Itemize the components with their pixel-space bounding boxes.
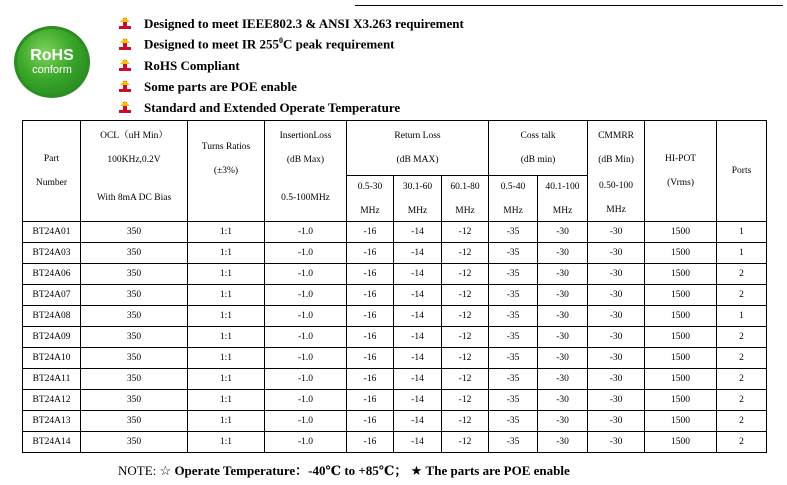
table-cell: 350 xyxy=(81,369,188,390)
feature-text: RoHS Compliant xyxy=(144,57,240,73)
table-cell: 350 xyxy=(81,222,188,243)
table-cell: -30 xyxy=(538,369,588,390)
table-cell: -14 xyxy=(394,348,442,369)
table-cell: -1.0 xyxy=(265,390,347,411)
table-cell: -16 xyxy=(347,306,394,327)
table-cell: 1:1 xyxy=(188,285,265,306)
table-cell: BT24A14 xyxy=(23,432,81,453)
header-ocl: OCL（uH Min） 100KHz,0.2V xyxy=(81,121,188,176)
table-cell: -35 xyxy=(489,327,538,348)
rohs-logo-subtitle: conform xyxy=(32,64,72,76)
table-cell: 1500 xyxy=(645,432,717,453)
table-cell: 1:1 xyxy=(188,306,265,327)
table-cell: -30 xyxy=(538,222,588,243)
table-cell: -12 xyxy=(442,264,489,285)
note-poe: The parts are POE enable xyxy=(425,463,570,478)
rohs-logo xyxy=(14,26,90,98)
table-cell: -14 xyxy=(394,390,442,411)
table-cell: 1:1 xyxy=(188,390,265,411)
table-cell: -12 xyxy=(442,285,489,306)
table-cell: -1.0 xyxy=(265,285,347,306)
table-cell: 1500 xyxy=(645,327,717,348)
table-cell: -16 xyxy=(347,348,394,369)
table-cell: -1.0 xyxy=(265,222,347,243)
table-row xyxy=(23,411,767,432)
table-cell: 350 xyxy=(81,285,188,306)
table-cell: 350 xyxy=(81,432,188,453)
table-cell: -12 xyxy=(442,222,489,243)
table-cell: BT24A10 xyxy=(23,348,81,369)
table-cell: -16 xyxy=(347,327,394,348)
table-cell: BT24A01 xyxy=(23,222,81,243)
header-rl-band: 0.5-30 MHz xyxy=(347,176,394,222)
table-row xyxy=(23,285,767,306)
table-cell: -30 xyxy=(538,285,588,306)
table-cell: -16 xyxy=(347,432,394,453)
table-row xyxy=(23,264,767,285)
table-cell: -14 xyxy=(394,285,442,306)
table-cell: -30 xyxy=(538,243,588,264)
table-cell: -14 xyxy=(394,411,442,432)
table-cell: 1500 xyxy=(645,264,717,285)
table-cell: -35 xyxy=(489,411,538,432)
table-cell: 350 xyxy=(81,327,188,348)
spec-table xyxy=(22,120,767,453)
header-cmmrr-band: 0.50-100 MHz xyxy=(588,176,645,222)
table-cell: -30 xyxy=(538,390,588,411)
table-cell: BT24A09 xyxy=(23,327,81,348)
table-cell: BT24A13 xyxy=(23,411,81,432)
table-cell: -12 xyxy=(442,306,489,327)
header-ct-band: 0.5-40 MHz xyxy=(489,176,538,222)
table-cell: -35 xyxy=(489,390,538,411)
header-part: Part Number xyxy=(23,121,81,222)
note-temp-range: -40℃ to +85℃； xyxy=(308,463,408,478)
table-cell: -14 xyxy=(394,432,442,453)
table-cell: 2 xyxy=(717,369,767,390)
table-cell: 350 xyxy=(81,390,188,411)
table-cell: 2 xyxy=(717,327,767,348)
note-prefix: NOTE: xyxy=(118,463,157,478)
table-cell: 2 xyxy=(717,264,767,285)
table-cell: -1.0 xyxy=(265,348,347,369)
table-cell: -30 xyxy=(588,243,645,264)
table-cell: 2 xyxy=(717,285,767,306)
table-row xyxy=(23,390,767,411)
table-cell: -30 xyxy=(538,306,588,327)
table-cell: 350 xyxy=(81,348,188,369)
header-ports: Ports xyxy=(717,121,767,222)
table-cell: -16 xyxy=(347,411,394,432)
table-cell: -35 xyxy=(489,264,538,285)
feature-text: Designed to meet IR $255^0C$ peak requirement xyxy=(144,36,395,52)
feature-item xyxy=(118,34,464,55)
table-row xyxy=(23,432,767,453)
feature-list xyxy=(118,13,464,118)
table-row xyxy=(23,243,767,264)
table-cell: -12 xyxy=(442,369,489,390)
header-ct-band: 40.1-100 MHz xyxy=(538,176,588,222)
table-cell: -1.0 xyxy=(265,369,347,390)
arrow-bullet-icon xyxy=(118,17,144,31)
table-cell: -30 xyxy=(538,432,588,453)
star-outline-icon: ☆ xyxy=(159,463,172,478)
header-rule xyxy=(355,5,783,6)
header-cross-talk: Coss talk (dB min) xyxy=(489,121,588,176)
table-cell: -35 xyxy=(489,369,538,390)
table-cell: -16 xyxy=(347,243,394,264)
table-cell: -14 xyxy=(394,264,442,285)
table-cell: 1 xyxy=(717,306,767,327)
feature-item xyxy=(118,76,464,97)
table-cell: -35 xyxy=(489,306,538,327)
table-cell: BT24A06 xyxy=(23,264,81,285)
table-cell: -12 xyxy=(442,390,489,411)
arrow-bullet-icon xyxy=(118,80,144,94)
table-cell: 1500 xyxy=(645,243,717,264)
arrow-bullet-icon xyxy=(118,59,144,73)
table-cell: 1:1 xyxy=(188,243,265,264)
table-cell: 1:1 xyxy=(188,327,265,348)
table-cell: -1.0 xyxy=(265,306,347,327)
feature-text: Designed to meet IEEE802.3 & ANSI X3.263 requirement xyxy=(144,15,464,31)
table-cell: 1500 xyxy=(645,222,717,243)
table-cell: 1 xyxy=(717,243,767,264)
table-cell: -30 xyxy=(588,348,645,369)
table-cell: -16 xyxy=(347,285,394,306)
header-cmmrr: CMMRR (dB Min) xyxy=(588,121,645,176)
table-cell: 1500 xyxy=(645,369,717,390)
table-cell: -14 xyxy=(394,222,442,243)
arrow-bullet-icon xyxy=(118,38,144,52)
arrow-bullet-icon xyxy=(118,101,144,115)
table-cell: -30 xyxy=(588,390,645,411)
table-cell: -14 xyxy=(394,327,442,348)
table-cell: -12 xyxy=(442,327,489,348)
table-row xyxy=(23,306,767,327)
table-cell: -30 xyxy=(588,327,645,348)
table-cell: -30 xyxy=(588,432,645,453)
table-cell: -1.0 xyxy=(265,411,347,432)
table-cell: BT24A03 xyxy=(23,243,81,264)
table-cell: -30 xyxy=(588,264,645,285)
table-row xyxy=(23,327,767,348)
table-cell: -12 xyxy=(442,243,489,264)
table-cell: -30 xyxy=(588,222,645,243)
table-cell: 350 xyxy=(81,264,188,285)
header-insertion-band: 0.5-100MHz xyxy=(265,176,347,222)
table-cell: BT24A11 xyxy=(23,369,81,390)
table-cell: -30 xyxy=(538,411,588,432)
table-cell: 1500 xyxy=(645,390,717,411)
rohs-logo-title: RoHS xyxy=(30,47,74,64)
table-cell: 350 xyxy=(81,411,188,432)
table-cell: 2 xyxy=(717,348,767,369)
table-cell: -14 xyxy=(394,369,442,390)
feature-text: Standard and Extended Operate Temperature xyxy=(144,99,401,115)
table-cell: -30 xyxy=(538,348,588,369)
table-cell: -30 xyxy=(588,285,645,306)
header-insertion-loss: InsertionLoss (dB Max) xyxy=(265,121,347,176)
table-cell: -16 xyxy=(347,264,394,285)
footer-note xyxy=(118,460,570,479)
table-body xyxy=(23,222,767,453)
header-turns-ratio: Turns Ratios (±3%) xyxy=(188,121,265,222)
table-cell: -35 xyxy=(489,285,538,306)
table-cell: 1500 xyxy=(645,285,717,306)
table-cell: -30 xyxy=(538,327,588,348)
table-row xyxy=(23,348,767,369)
table-cell: 1:1 xyxy=(188,369,265,390)
table-cell: -30 xyxy=(588,369,645,390)
table-cell: -35 xyxy=(489,222,538,243)
table-cell: -1.0 xyxy=(265,432,347,453)
table-cell: BT24A08 xyxy=(23,306,81,327)
header-ocl-bias: With 8mA DC Bias xyxy=(81,176,188,222)
table-cell: -1.0 xyxy=(265,327,347,348)
header-rl-band: 30.1-60 MHz xyxy=(394,176,442,222)
table-cell: -35 xyxy=(489,348,538,369)
table-cell: BT24A07 xyxy=(23,285,81,306)
table-cell: 1 xyxy=(717,222,767,243)
table-cell: -16 xyxy=(347,369,394,390)
table-cell: 1:1 xyxy=(188,348,265,369)
header-hipot: HI-POT (Vrms) xyxy=(645,121,717,222)
table-cell: -16 xyxy=(347,390,394,411)
table-cell: 350 xyxy=(81,243,188,264)
table-cell: 1:1 xyxy=(188,264,265,285)
table-cell: 1:1 xyxy=(188,432,265,453)
header-return-loss: Return Loss (dB MAX) xyxy=(347,121,489,176)
feature-item xyxy=(118,13,464,34)
table-cell: 2 xyxy=(717,390,767,411)
table-cell: -30 xyxy=(588,411,645,432)
table-cell: 1500 xyxy=(645,348,717,369)
table-cell: -35 xyxy=(489,243,538,264)
table-cell: -12 xyxy=(442,411,489,432)
table-cell: 1500 xyxy=(645,411,717,432)
table-cell: 1:1 xyxy=(188,411,265,432)
table-cell: 2 xyxy=(717,432,767,453)
table-cell: -30 xyxy=(588,306,645,327)
table-cell: 1500 xyxy=(645,306,717,327)
note-temp-label: Operate Temperature： xyxy=(174,463,309,478)
star-filled-icon: ★ xyxy=(410,463,423,478)
table-row xyxy=(23,222,767,243)
table-cell: -1.0 xyxy=(265,264,347,285)
table-cell: BT24A12 xyxy=(23,390,81,411)
table-cell: -12 xyxy=(442,348,489,369)
table-cell: -16 xyxy=(347,222,394,243)
table-cell: -35 xyxy=(489,432,538,453)
feature-text: Some parts are POE enable xyxy=(144,78,297,94)
table-cell: 350 xyxy=(81,306,188,327)
header-rl-band: 60.1-80 MHz xyxy=(442,176,489,222)
table-cell: 1:1 xyxy=(188,222,265,243)
table-cell: -14 xyxy=(394,243,442,264)
table-cell: -30 xyxy=(538,264,588,285)
feature-item xyxy=(118,55,464,76)
table-cell: -1.0 xyxy=(265,243,347,264)
table-row xyxy=(23,369,767,390)
feature-item xyxy=(118,97,464,118)
table-cell: -14 xyxy=(394,306,442,327)
table-cell: 2 xyxy=(717,411,767,432)
table-cell: -12 xyxy=(442,432,489,453)
table-header-row xyxy=(23,121,767,176)
